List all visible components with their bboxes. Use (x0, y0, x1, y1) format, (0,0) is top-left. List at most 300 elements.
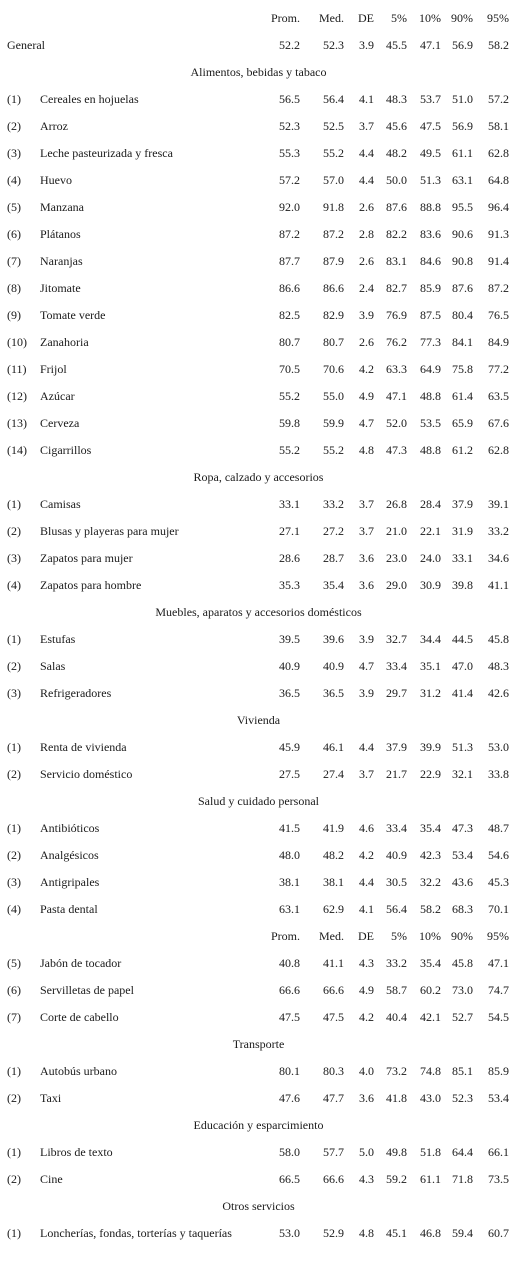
row-value: 39.5 (279, 632, 300, 646)
general-value: 3.9 (359, 38, 374, 52)
row-number: (2) (7, 659, 21, 673)
row-value: 47.6 (279, 1091, 300, 1105)
row-value: 38.1 (279, 875, 300, 889)
table-row (0, 1003, 517, 1030)
row-value: 48.3 (386, 92, 407, 106)
table-row (0, 1084, 517, 1111)
column-header: 90% (451, 929, 473, 943)
row-value: 82.5 (279, 308, 300, 322)
row-value: 87.6 (452, 281, 473, 295)
row-value: 42.6 (488, 686, 509, 700)
row-number: (1) (7, 92, 21, 106)
table-row (0, 166, 517, 193)
row-label: Analgésicos (40, 848, 99, 862)
section-heading-row (0, 787, 517, 814)
column-header: Prom. (270, 11, 300, 25)
row-label: Servicio doméstico (40, 767, 133, 781)
column-header: DE (358, 929, 374, 943)
price-table (0, 4, 517, 1246)
row-value: 47.3 (386, 443, 407, 457)
row-value: 66.1 (488, 1145, 509, 1159)
row-value: 35.4 (420, 956, 441, 970)
row-value: 35.4 (323, 578, 344, 592)
row-value: 66.6 (323, 1172, 344, 1186)
row-number: (6) (7, 227, 21, 241)
row-value: 3.7 (359, 767, 374, 781)
row-label: Plátanos (40, 227, 81, 241)
row-value: 61.1 (420, 1172, 441, 1186)
section-heading-row (0, 598, 517, 625)
row-value: 31.9 (452, 524, 473, 538)
row-label: Antigripales (40, 875, 100, 889)
row-value: 36.5 (323, 686, 344, 700)
table-row (0, 571, 517, 598)
row-value: 4.4 (359, 173, 374, 187)
row-value: 4.4 (359, 740, 374, 754)
row-value: 87.2 (323, 227, 344, 241)
column-header: Prom. (270, 929, 300, 943)
row-value: 27.2 (323, 524, 344, 538)
row-value: 80.4 (452, 308, 473, 322)
row-label: Cigarrillos (40, 443, 92, 457)
general-value: 52.3 (323, 38, 344, 52)
column-header: 5% (391, 11, 407, 25)
table-row (0, 814, 517, 841)
row-value: 21.7 (386, 767, 407, 781)
row-number: (7) (7, 254, 21, 268)
row-value: 5.0 (359, 1145, 374, 1159)
row-value: 29.0 (386, 578, 407, 592)
row-value: 21.0 (386, 524, 407, 538)
row-value: 38.1 (323, 875, 344, 889)
row-value: 40.4 (386, 1010, 407, 1024)
column-header: Med. (319, 11, 344, 25)
row-value: 74.8 (420, 1064, 441, 1078)
row-value: 59.9 (323, 416, 344, 430)
row-value: 77.3 (420, 335, 441, 349)
row-value: 51.8 (420, 1145, 441, 1159)
row-value: 53.0 (488, 740, 509, 754)
row-number: (2) (7, 119, 21, 133)
row-label: Autobús urbano (40, 1064, 117, 1078)
section-title: Vivienda (236, 713, 281, 727)
section-heading-row (0, 463, 517, 490)
row-value: 91.4 (488, 254, 509, 268)
row-label: Arroz (40, 119, 68, 133)
row-value: 58.7 (386, 983, 407, 997)
row-value: 47.1 (488, 956, 509, 970)
table-row (0, 1057, 517, 1084)
table-row (0, 355, 517, 382)
row-value: 40.9 (323, 659, 344, 673)
row-number: (2) (7, 1091, 21, 1105)
table-row (0, 1219, 517, 1246)
row-value: 48.2 (323, 848, 344, 862)
row-value: 53.7 (420, 92, 441, 106)
row-value: 76.2 (386, 335, 407, 349)
row-value: 51.0 (452, 92, 473, 106)
row-value: 61.4 (452, 389, 473, 403)
row-value: 39.9 (420, 740, 441, 754)
row-value: 26.8 (386, 497, 407, 511)
row-number: (4) (7, 578, 21, 592)
row-value: 47.5 (323, 1010, 344, 1024)
row-value: 3.7 (359, 497, 374, 511)
general-value: 47.1 (420, 38, 441, 52)
row-value: 45.6 (386, 119, 407, 133)
row-label: Naranjas (40, 254, 83, 268)
row-value: 33.2 (488, 524, 509, 538)
general-row (0, 31, 517, 58)
row-value: 4.1 (359, 902, 374, 916)
row-value: 48.8 (420, 443, 441, 457)
general-value: 45.5 (386, 38, 407, 52)
column-header: 95% (487, 929, 509, 943)
row-number: (3) (7, 146, 21, 160)
row-value: 27.5 (279, 767, 300, 781)
row-value: 63.1 (452, 173, 473, 187)
row-value: 3.6 (359, 1091, 374, 1105)
row-value: 57.2 (279, 173, 300, 187)
row-value: 47.7 (323, 1091, 344, 1105)
row-value: 4.2 (359, 848, 374, 862)
row-value: 32.2 (420, 875, 441, 889)
table-row (0, 868, 517, 895)
row-value: 47.5 (279, 1010, 300, 1024)
row-value: 4.2 (359, 362, 374, 376)
row-value: 37.9 (386, 740, 407, 754)
row-label: Taxi (40, 1091, 62, 1105)
table-row (0, 976, 517, 1003)
table-row (0, 544, 517, 571)
row-value: 76.5 (488, 308, 509, 322)
row-value: 95.5 (452, 200, 473, 214)
table-row (0, 895, 517, 922)
row-value: 59.4 (452, 1226, 473, 1240)
row-value: 51.3 (452, 740, 473, 754)
row-value: 52.5 (323, 119, 344, 133)
row-value: 91.8 (323, 200, 344, 214)
row-value: 27.1 (279, 524, 300, 538)
row-value: 87.2 (279, 227, 300, 241)
row-value: 52.3 (279, 119, 300, 133)
row-value: 56.9 (452, 119, 473, 133)
row-value: 51.3 (420, 173, 441, 187)
row-value: 77.2 (488, 362, 509, 376)
row-value: 55.0 (323, 389, 344, 403)
row-value: 45.8 (488, 632, 509, 646)
row-value: 86.6 (323, 281, 344, 295)
column-header: 95% (487, 11, 509, 25)
row-value: 4.4 (359, 146, 374, 160)
row-value: 46.8 (420, 1226, 441, 1240)
row-value: 63.5 (488, 389, 509, 403)
row-label: Pasta dental (40, 902, 98, 916)
row-value: 27.4 (323, 767, 344, 781)
column-header: 10% (419, 11, 441, 25)
column-header: 5% (391, 929, 407, 943)
row-value: 53.4 (452, 848, 473, 862)
row-label: Salas (40, 659, 66, 673)
column-header: 10% (419, 929, 441, 943)
section-title: Salud y cuidado personal (198, 794, 319, 808)
column-header-row (0, 4, 517, 31)
section-heading-row (0, 1192, 517, 1219)
row-label: Manzana (40, 200, 84, 214)
row-value: 52.7 (452, 1010, 473, 1024)
column-header-row (0, 922, 517, 949)
row-value: 64.4 (452, 1145, 473, 1159)
table-row (0, 85, 517, 112)
row-value: 61.1 (452, 146, 473, 160)
general-value: 56.9 (452, 38, 473, 52)
section-heading-row (0, 1030, 517, 1057)
row-value: 83.1 (386, 254, 407, 268)
row-number: (11) (7, 362, 27, 376)
row-value: 3.7 (359, 119, 374, 133)
row-value: 47.3 (452, 821, 473, 835)
row-value: 33.1 (279, 497, 300, 511)
row-value: 45.3 (488, 875, 509, 889)
general-value: 52.2 (279, 38, 300, 52)
row-number: (4) (7, 173, 21, 187)
row-value: 61.2 (452, 443, 473, 457)
row-value: 35.3 (279, 578, 300, 592)
row-number: (8) (7, 281, 21, 295)
row-number: (5) (7, 200, 21, 214)
row-label: Huevo (40, 173, 72, 187)
row-value: 2.6 (359, 200, 374, 214)
row-value: 4.3 (359, 1172, 374, 1186)
row-value: 45.1 (386, 1226, 407, 1240)
row-label: Camisas (40, 497, 81, 511)
row-value: 58.0 (279, 1145, 300, 1159)
row-value: 52.3 (452, 1091, 473, 1105)
row-value: 34.6 (488, 551, 509, 565)
row-value: 54.6 (488, 848, 509, 862)
row-value: 33.4 (386, 821, 407, 835)
table-row (0, 625, 517, 652)
row-value: 87.7 (279, 254, 300, 268)
row-label: Zapatos para mujer (40, 551, 133, 565)
row-value: 86.6 (279, 281, 300, 295)
row-number: (2) (7, 848, 21, 862)
row-number: (5) (7, 956, 21, 970)
row-value: 37.9 (452, 497, 473, 511)
row-value: 49.8 (386, 1145, 407, 1159)
table-row (0, 328, 517, 355)
row-value: 3.6 (359, 551, 374, 565)
row-value: 52.0 (386, 416, 407, 430)
row-value: 57.7 (323, 1145, 344, 1159)
row-value: 62.8 (488, 443, 509, 457)
row-number: (7) (7, 1010, 21, 1024)
row-value: 4.2 (359, 1010, 374, 1024)
row-value: 22.9 (420, 767, 441, 781)
row-value: 4.1 (359, 92, 374, 106)
row-number: (1) (7, 740, 21, 754)
row-value: 4.7 (359, 416, 374, 430)
row-number: (3) (7, 875, 21, 889)
row-value: 4.0 (359, 1064, 374, 1078)
row-value: 2.4 (359, 281, 374, 295)
row-value: 42.3 (420, 848, 441, 862)
row-value: 53.4 (488, 1091, 509, 1105)
row-value: 60.7 (488, 1226, 509, 1240)
row-value: 39.1 (488, 497, 509, 511)
table-row (0, 490, 517, 517)
row-label: Frijol (40, 362, 67, 376)
table-row (0, 949, 517, 976)
row-value: 57.0 (323, 173, 344, 187)
row-label: Leche pasteurizada y fresca (40, 146, 173, 160)
row-value: 85.9 (420, 281, 441, 295)
row-label: Loncherías, fondas, torterías y taquerías (40, 1226, 232, 1240)
row-value: 24.0 (420, 551, 441, 565)
row-value: 87.9 (323, 254, 344, 268)
section-title: Ropa, calzado y accesorios (193, 470, 324, 484)
row-value: 53.0 (279, 1226, 300, 1240)
row-value: 48.0 (279, 848, 300, 862)
row-value: 4.6 (359, 821, 374, 835)
row-value: 90.8 (452, 254, 473, 268)
table-row (0, 1165, 517, 1192)
row-value: 2.8 (359, 227, 374, 241)
row-value: 39.8 (452, 578, 473, 592)
table-row (0, 760, 517, 787)
row-value: 90.6 (452, 227, 473, 241)
section-title: Alimentos, bebidas y tabaco (190, 65, 327, 79)
section-heading-row (0, 706, 517, 733)
row-value: 48.2 (386, 146, 407, 160)
row-number: (2) (7, 524, 21, 538)
table-row (0, 1138, 517, 1165)
row-value: 4.7 (359, 659, 374, 673)
table-row (0, 436, 517, 463)
column-header: Med. (319, 929, 344, 943)
row-value: 3.7 (359, 524, 374, 538)
row-value: 58.2 (420, 902, 441, 916)
row-value: 59.2 (386, 1172, 407, 1186)
row-value: 33.4 (386, 659, 407, 673)
row-value: 96.4 (488, 200, 509, 214)
row-value: 71.8 (452, 1172, 473, 1186)
general-label: General (7, 38, 45, 52)
row-value: 35.4 (420, 821, 441, 835)
row-number: (6) (7, 983, 21, 997)
row-value: 68.3 (452, 902, 473, 916)
table-row (0, 652, 517, 679)
row-value: 4.9 (359, 983, 374, 997)
row-value: 66.6 (323, 983, 344, 997)
table-row (0, 139, 517, 166)
row-value: 63.1 (279, 902, 300, 916)
row-value: 87.6 (386, 200, 407, 214)
row-value: 41.5 (279, 821, 300, 835)
row-number: (3) (7, 551, 21, 565)
row-value: 47.0 (452, 659, 473, 673)
row-value: 91.3 (488, 227, 509, 241)
table-row (0, 193, 517, 220)
table-row (0, 841, 517, 868)
row-label: Cerveza (40, 416, 80, 430)
row-value: 43.0 (420, 1091, 441, 1105)
row-value: 28.4 (420, 497, 441, 511)
row-value: 63.3 (386, 362, 407, 376)
row-value: 30.9 (420, 578, 441, 592)
row-value: 62.8 (488, 146, 509, 160)
row-label: Zanahoria (40, 335, 89, 349)
column-header: 90% (451, 11, 473, 25)
row-value: 4.4 (359, 875, 374, 889)
row-value: 2.6 (359, 335, 374, 349)
table-row (0, 382, 517, 409)
row-number: (4) (7, 902, 21, 916)
row-label: Blusas y playeras para mujer (40, 524, 179, 538)
row-value: 49.5 (420, 146, 441, 160)
table-row (0, 517, 517, 544)
row-value: 46.1 (323, 740, 344, 754)
row-value: 33.1 (452, 551, 473, 565)
row-label: Azúcar (40, 389, 75, 403)
table-row (0, 220, 517, 247)
row-value: 36.5 (279, 686, 300, 700)
row-value: 76.9 (386, 308, 407, 322)
row-label: Cereales en hojuelas (40, 92, 139, 106)
row-value: 75.8 (452, 362, 473, 376)
row-label: Refrigeradores (40, 686, 112, 700)
row-value: 53.5 (420, 416, 441, 430)
row-value: 47.1 (386, 389, 407, 403)
row-value: 85.9 (488, 1064, 509, 1078)
row-value: 40.9 (386, 848, 407, 862)
row-number: (3) (7, 686, 21, 700)
section-title: Educación y esparcimiento (193, 1118, 324, 1132)
row-value: 3.9 (359, 632, 374, 646)
row-value: 67.6 (488, 416, 509, 430)
row-value: 64.9 (420, 362, 441, 376)
row-number: (1) (7, 497, 21, 511)
row-value: 84.9 (488, 335, 509, 349)
row-value: 62.9 (323, 902, 344, 916)
row-value: 87.5 (420, 308, 441, 322)
row-number: (14) (7, 443, 27, 457)
row-value: 55.2 (279, 389, 300, 403)
row-value: 73.0 (452, 983, 473, 997)
table-row (0, 301, 517, 328)
section-title: Muebles, aparatos y accesorios domésticos (155, 605, 362, 619)
row-value: 80.7 (279, 335, 300, 349)
row-value: 66.6 (279, 983, 300, 997)
section-heading-row (0, 58, 517, 85)
row-value: 3.9 (359, 308, 374, 322)
row-number: (1) (7, 1226, 21, 1240)
row-number: (1) (7, 632, 21, 646)
row-value: 84.6 (420, 254, 441, 268)
row-label: Jabón de tocador (40, 956, 122, 970)
row-label: Tomate verde (40, 308, 106, 322)
row-value: 56.4 (323, 92, 344, 106)
row-value: 48.8 (420, 389, 441, 403)
row-value: 28.6 (279, 551, 300, 565)
row-value: 65.9 (452, 416, 473, 430)
row-label: Estufas (40, 632, 76, 646)
row-label: Libros de texto (40, 1145, 113, 1159)
row-value: 57.2 (488, 92, 509, 106)
row-value: 82.9 (323, 308, 344, 322)
row-value: 87.2 (488, 281, 509, 295)
row-value: 59.8 (279, 416, 300, 430)
